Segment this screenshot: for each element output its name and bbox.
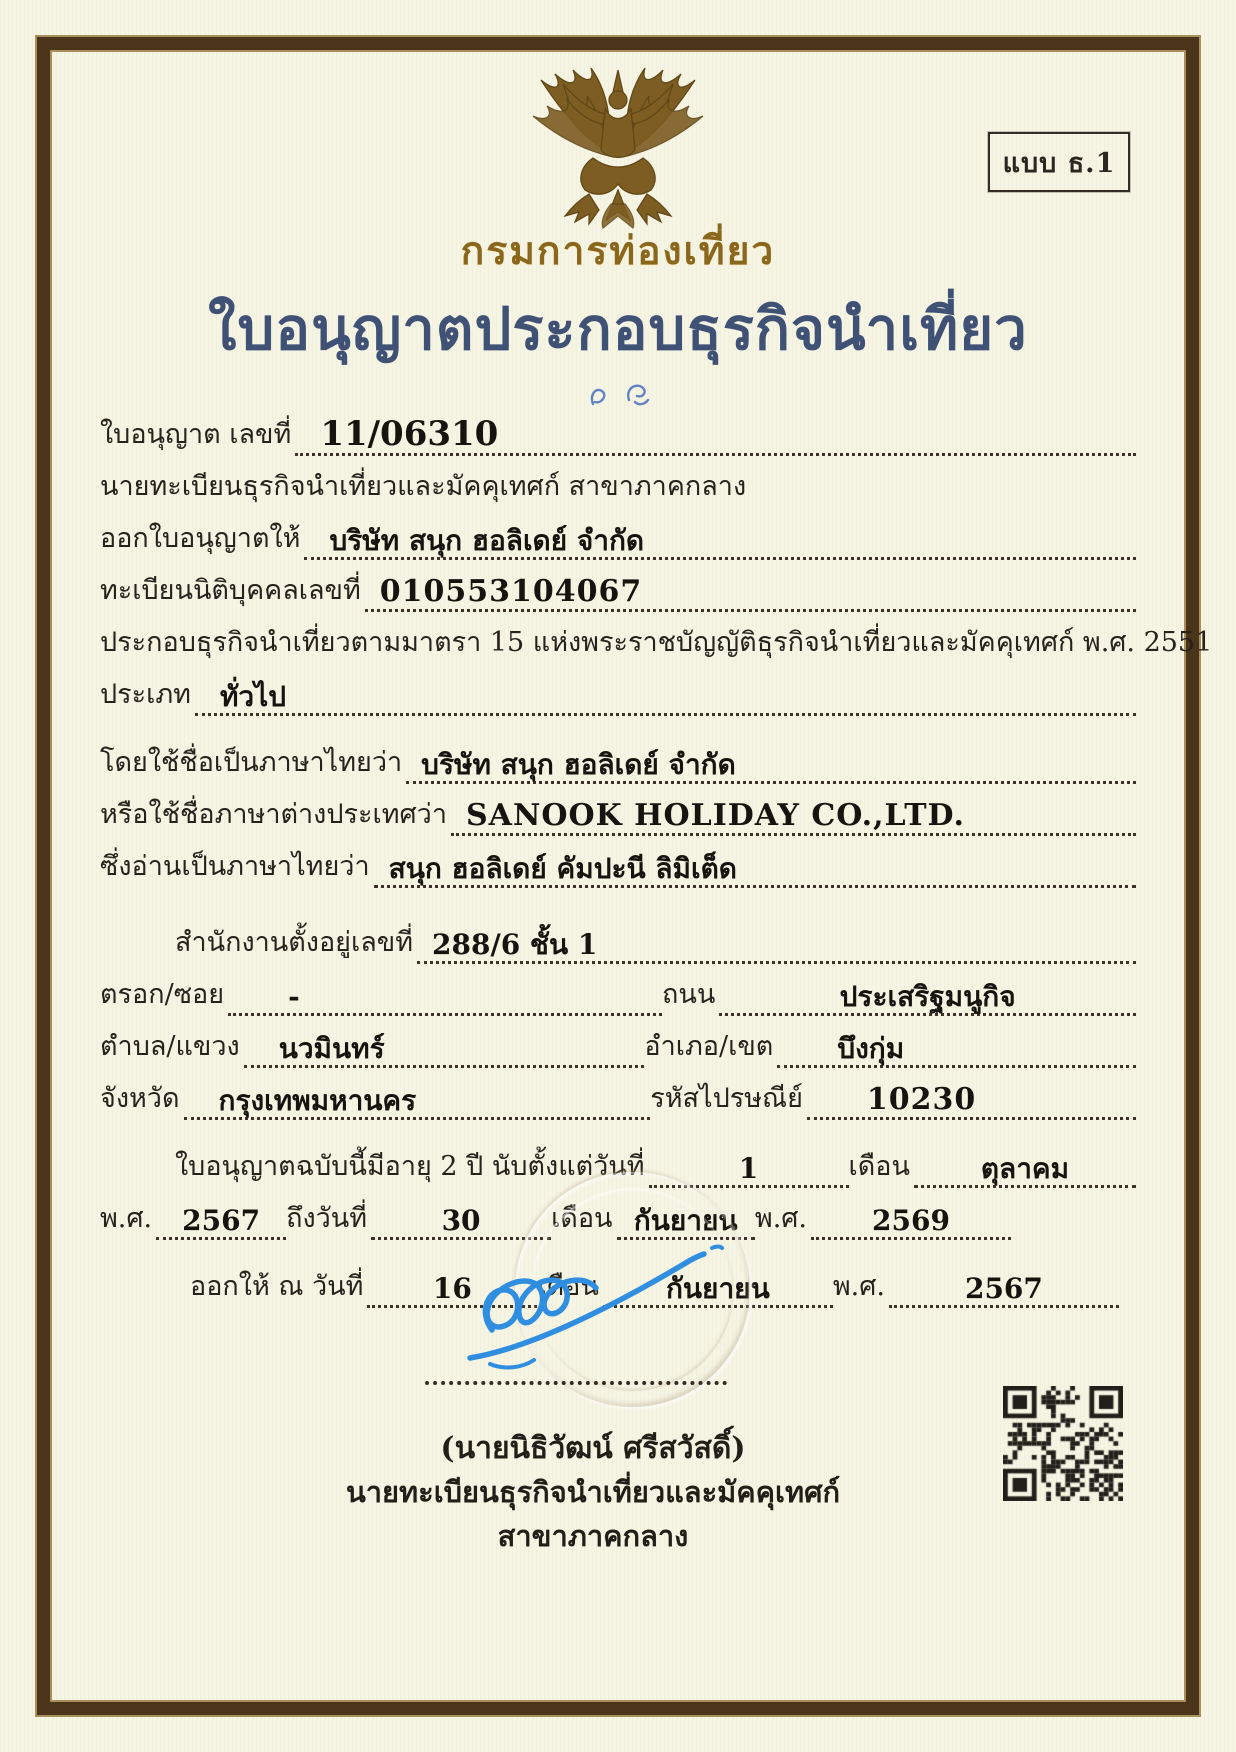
license-number-label: ใบอนุญาต เลขที่ — [100, 419, 292, 450]
field-province-postcode — [100, 1068, 1136, 1120]
era-label-2: พ.ศ. — [754, 1203, 807, 1234]
garuda-icon — [493, 58, 743, 230]
issued-at-label: ออกให้ ณ วันที่ — [190, 1271, 364, 1302]
month-label: เดือน — [848, 1151, 910, 1182]
registrar-title: นายทะเบียนธุรกิจนำเที่ยวและมัคคุเทศก์ — [345, 1475, 841, 1509]
thai-name-label: โดยใช้ชื่อเป็นภาษาไทยว่า — [100, 747, 403, 778]
soi-label: ตรอก/ซอย — [100, 979, 225, 1010]
subdistrict-label: ตำบล/แขวง — [100, 1031, 240, 1062]
month-label-3: เดือน — [537, 1271, 599, 1302]
section-line: ประกอบธุรกิจนำเที่ยวตามมาตรา 15 แห่งพระราชบัญญัติธุรกิจนำเที่ยวและมัคคุเทศก์ พ.ศ. 2551 — [100, 627, 1213, 658]
signature-line — [425, 1381, 727, 1385]
postcode-value: 10230 — [866, 1082, 977, 1117]
era-label-1: พ.ศ. — [100, 1203, 153, 1234]
certificate-title: ใบอนุญาตประกอบธุรกิจนำเที่ยว — [208, 295, 1028, 363]
foreign-name-thai-value: สนุก ฮอลิเดย์ คัมปะนี ลิมิเต็ด — [388, 852, 737, 885]
district-value: บึงกุ่ม — [837, 1032, 905, 1065]
form-code-label: แบบ ธ.1 — [1002, 147, 1116, 179]
issue-year-value: 2567 — [964, 1272, 1043, 1305]
subdistrict-value: นวมินทร์ — [278, 1032, 385, 1065]
issued-to-value: บริษัท สนุก ฮอลิเดย์ จำกัด — [329, 524, 645, 557]
registrar-line: นายทะเบียนธุรกิจนำเที่ยวและมัคคุเทศก์ สาขาภาคกลาง — [100, 471, 747, 502]
postcode-label: รหัสไปรษณีย์ — [650, 1083, 803, 1114]
until-label: ถึงวันที่ — [286, 1203, 368, 1234]
license-number-value: 11/06310 — [320, 414, 499, 454]
field-office-address — [175, 912, 1136, 964]
validity-label: ใบอนุญาตฉบับนี้มีอายุ 2 ปี นับตั้งแต่วันที่ — [175, 1151, 645, 1182]
office-value: 288/6 ชั้น 1 — [432, 928, 598, 961]
juristic-number-value: 010553104067 — [379, 574, 643, 609]
department-name: กรมการท่องเที่ยว — [460, 228, 776, 274]
province-value: กรุงเทพมหานคร — [218, 1084, 417, 1117]
field-license-number — [100, 404, 1136, 456]
foreign-name-thai-label: ซึ่งอ่านเป็นภาษาไทยว่า — [100, 851, 370, 882]
registrar-name: (นายนิธิวัฒน์ ศรีสวัสดิ์) — [440, 1431, 746, 1466]
era-label-3: พ.ศ. — [832, 1271, 885, 1302]
field-issued-to — [100, 508, 1136, 560]
end-month-value: กันยายน — [633, 1204, 738, 1237]
field-foreign-name — [100, 784, 1136, 836]
blue-ink-signature — [430, 1180, 760, 1390]
field-juristic-number — [100, 560, 1136, 612]
province-label: จังหวัด — [100, 1083, 180, 1114]
road-label: ถนน — [662, 979, 716, 1010]
soi-value: - — [288, 980, 300, 1013]
issued-to-label: ออกใบอนุญาตให้ — [100, 523, 301, 554]
type-label: ประเภท — [100, 679, 191, 710]
end-day-value: 30 — [441, 1204, 481, 1237]
registrar-branch: สาขาภาคกลาง — [497, 1519, 689, 1553]
juristic-number-label: ทะเบียนนิติบุคคลเลขที่ — [100, 575, 361, 606]
field-soi-road — [100, 964, 1136, 1016]
thai-name-value: บริษัท สนุก ฮอลิเดย์ จำกัด — [421, 748, 736, 781]
start-day-value: 1 — [738, 1152, 759, 1185]
office-label: สำนักงานตั้งอยู่เลขที่ — [175, 927, 414, 958]
month-label-2: เดือน — [551, 1203, 613, 1234]
road-value: ประเสริฐมนูกิจ — [839, 980, 1016, 1013]
start-month-value: ตุลาคม — [980, 1152, 1070, 1185]
field-foreign-name-thai — [100, 836, 1136, 888]
field-thai-name — [100, 732, 1136, 784]
issue-day-value: 16 — [432, 1272, 472, 1305]
end-year-value: 2569 — [872, 1204, 950, 1237]
qr-code — [1003, 1386, 1123, 1501]
type-value: ทั่วไป — [219, 680, 287, 713]
district-label: อำเภอ/เขต — [644, 1031, 774, 1062]
foreign-name-label: หรือใช้ชื่อภาษาต่างประเทศว่า — [100, 799, 447, 830]
field-subdistrict-district — [100, 1016, 1136, 1068]
form-code-box — [988, 132, 1130, 192]
start-year-value: 2567 — [182, 1204, 261, 1237]
field-license-type — [100, 664, 1136, 716]
issue-month-value: กันยายน — [665, 1272, 770, 1305]
foreign-name-value: SANOOK HOLIDAY CO.,LTD. — [466, 798, 965, 833]
